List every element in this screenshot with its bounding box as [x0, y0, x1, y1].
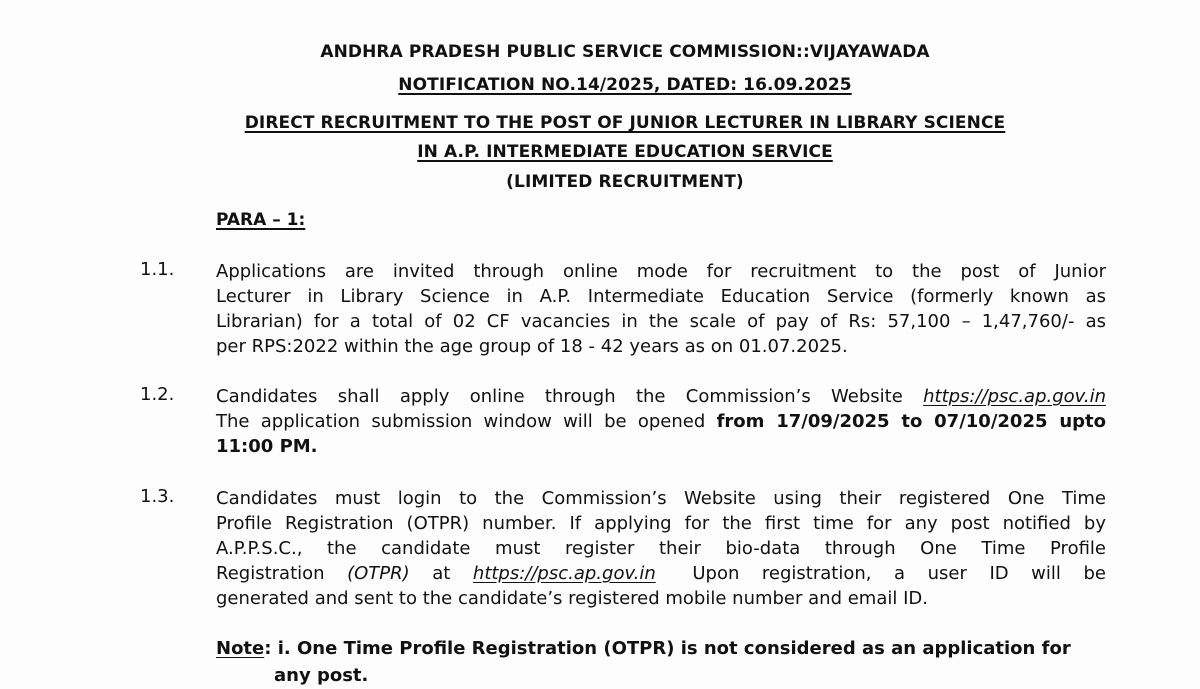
item-number: 1.1. [140, 259, 175, 280]
recruitment-title-line3: (LIMITED RECRUITMENT) [506, 172, 744, 192]
website-link[interactable]: https://psc.ap.gov.in [472, 563, 656, 584]
item-1-3-text: Candidates must login to the Commission’s Website using their registered One Time Profile Registration (OTPR) number. If applying for the first time for any post notified by A.P.P.S.C., the candidate must register their bio-data through One Time Profile Registration (OTPR) at https://psc.ap.gov.in Upon registration, a user ID will be generated and sent to the candidate’s registered mobile number and email ID. [216, 488, 1106, 609]
item-number: 1.2. [140, 384, 175, 405]
website-link[interactable]: https://psc.ap.gov.in [923, 386, 1106, 407]
commission-title: ANDHRA PRADESH PUBLIC SERVICE COMMISSION::VIJAYAWADA [320, 42, 930, 62]
recruitment-title-line2: IN A.P. INTERMEDIATE EDUCATION SERVICE [417, 142, 833, 162]
note-label: Note [216, 638, 265, 659]
recruitment-title-line1: DIRECT RECRUITMENT TO THE POST OF JUNIOR LECTURER IN LIBRARY SCIENCE [244, 113, 1006, 133]
item-1-1-text: Applications are invited through online mode for recruitment to the post of Junior Lecturer in Library Science in A.P. Intermediate Education Service (formerly known as Librarian) for a total of 02 CF vacancies in the scale of pay of Rs: 57,100 – 1,47,760/- as per RPS:2022 within the age group of 18 - 42 years as on 01.07.2025. [216, 261, 1106, 357]
notification-number: NOTIFICATION NO.14/2025, DATED: 16.09.2025 [398, 75, 852, 95]
para-heading: PARA – 1: [216, 210, 306, 230]
item-1-2-text: Candidates shall apply online through the Commission’s Website https://psc.ap.gov.in The application submission window will be opened from 17/09/2025 to 07/10/2025 upto 11:00 PM. [216, 386, 1106, 457]
note: Note: i. One Time Profile Registration (OTPR) is not considered as an application for any post. [216, 638, 1071, 686]
item-number: 1.3. [140, 486, 175, 507]
